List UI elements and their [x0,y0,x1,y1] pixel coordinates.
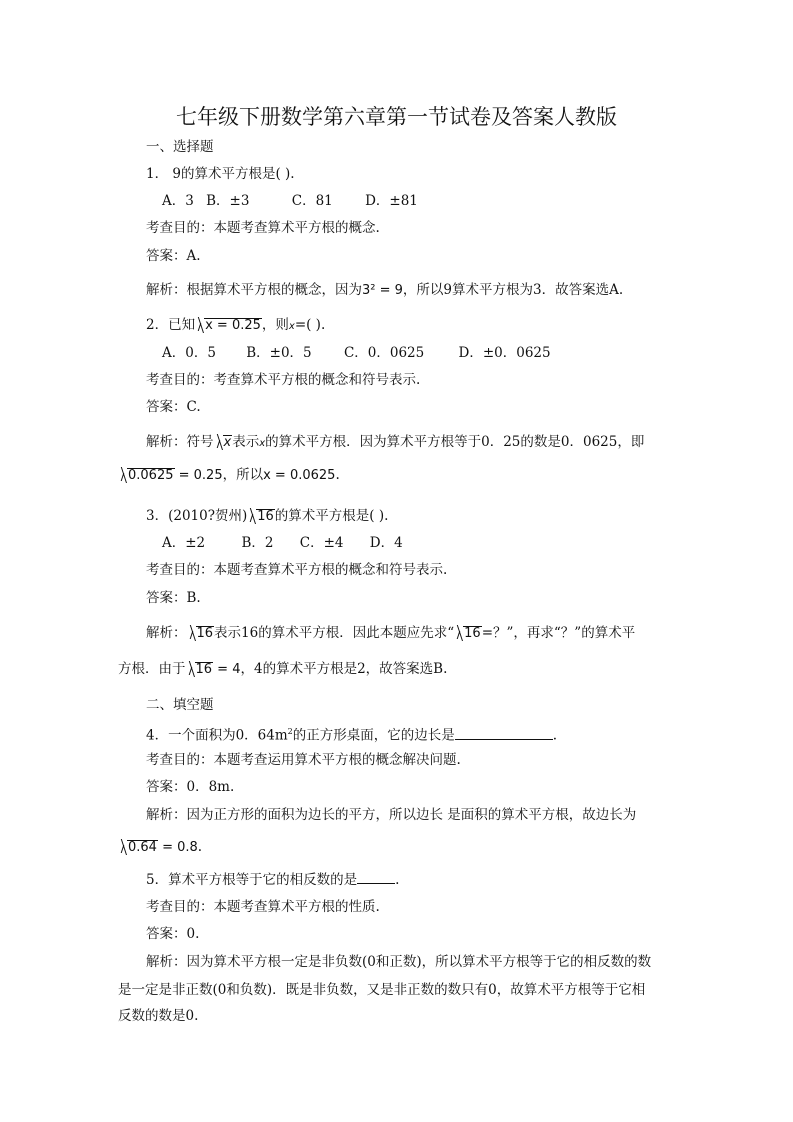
q3-analysis1-math2: 16 [464,626,481,641]
q2-analysis2-text-b: . [335,467,340,483]
q1-option-b: B．±3 [206,193,250,209]
q1-answer: 答案：A. [146,248,201,264]
q1-analysis-text-b: ，所以9算术平方根为3．故答案选A. [402,282,624,298]
q1-purpose: 考查目的：本题考查算术平方根的概念. [146,220,380,236]
q3-options [162,534,403,552]
q3-stem-text-b: 的算术平方根是( ). [274,508,389,524]
q2-option-a: A．0．5 [162,345,216,361]
q1-analysis-text-a: 解析：根据算术平方根的概念，因为 [146,282,362,298]
page-title: 七年级下册数学第六章第一节试卷及答案人教版 [176,105,617,129]
q2-options [162,344,551,362]
q3-analysis2-text-b: ，4的算术平方根是2，故答案选B. [240,661,448,677]
q2-stem-text-c: =( ). [294,317,326,333]
q2-analysis1-var: x [259,438,266,449]
q4-analysis-line2 [118,838,202,857]
q1-option-d: D．±81 [365,193,418,209]
sqrt-symbol [214,434,233,452]
q2-analysis2-text-a: ，所以 [222,467,264,483]
q5-stem-text-a: 5．算术平方根等于它的相反数的是 [146,872,358,888]
q2-analysis1-text-a: 解析：符号 [146,434,214,450]
sqrt-symbol [186,661,214,679]
q2-option-d: D．±0．0625 [458,345,551,361]
q2-analysis-line2 [118,466,340,485]
q4-stem [146,723,557,745]
q1-stem: 1． 9的算术平方根是( ). [146,166,295,182]
q2-option-b: B．±0．5 [246,345,312,361]
q2-stem [146,316,325,336]
q4-analysis-line1: 解析：因为正方形的面积为边长的平方，所以边长 是面积的算术平方根，故边长为 [146,807,637,823]
q2-analysis1-text-b: 表示 [232,434,260,450]
sqrt-symbol [187,625,215,643]
q4-analysis2-text-b: . [197,839,203,855]
q2-answer: 答案：C. [146,399,201,415]
sqrt-symbol [454,625,482,643]
section-heading-fill: 二、填空题 [146,697,214,713]
q3-analysis1-text-a: 解析： [146,625,187,641]
q3-option-a: A．±2 [162,535,206,551]
q2-analysis2-math1: 0.0625 [128,468,174,483]
q3-analysis2-text-a: 方根．由于 [118,661,186,677]
q5-stem-text-b: . [395,872,400,888]
q2-purpose: 考查目的：考查算术平方根的概念和符号表示. [146,372,421,388]
q4-stem-sup: 2 [287,727,293,736]
q5-purpose: 考查目的：本题考查算术平方根的性质. [146,899,380,915]
q4-stem-text-c: . [552,727,558,744]
q1-analysis [146,281,623,300]
q3-option-c: C．±4 [299,535,344,551]
q3-analysis1-text-c: =？”，再求“？”的算术平 [481,625,636,641]
q5-stem [146,871,399,889]
q2-analysis1-math1: x [223,435,232,450]
q3-purpose: 考查目的：本题考查算术平方根的概念和符号表示. [146,562,448,578]
q2-stem-var: x [288,321,295,332]
q2-analysis1-text-c: 的算术平方根．因为算术平方根等于0．25的数是0．0625，即 [265,434,645,450]
section-heading-choice: 一、选择题 [146,139,214,155]
q3-analysis2-mathb: = 4 [213,662,241,677]
q2-stem-text-a: 2．已知 [146,317,196,333]
q2-stem-text-b: ，则 [261,317,289,333]
sqrt-symbol [118,467,175,485]
q3-answer: 答案：B. [146,590,201,606]
q3-analysis2-math: 16 [195,662,213,677]
q1-option-c: C．81 [291,193,333,209]
q3-stem [146,507,388,526]
answer-blank [357,871,395,884]
q3-analysis-line2 [118,660,447,679]
q4-answer: 答案：0．8m. [146,779,235,795]
q5-analysis-line2: 是一定是非正数(0和负数)．既是非负数，又是非正数的数只有0，故算术平方根等于它相 [118,982,646,998]
q2-option-c: C．0．0625 [343,345,425,361]
q2-analysis2-math2: x = 0.0625 [263,468,336,483]
q3-option-d: D．4 [369,535,403,551]
q2-stem-math: x = 0.25 [205,318,261,333]
q5-analysis-line1: 解析：因为算术平方根一定是非负数(0和正数)，所以算术平方根等于它的相反数的数 [146,954,652,970]
q2-analysis-line1 [146,433,644,453]
sqrt-symbol [118,839,158,857]
sqrt-symbol [247,508,275,526]
q4-analysis2-math: 0.64 [128,840,157,855]
q2-analysis2-math1b: = 0.25 [174,468,223,483]
q3-option-b: B．2 [241,535,274,551]
q4-stem-text-b: 的正方形桌面，它的边长是 [292,727,455,744]
answer-blank [455,727,553,740]
q1-analysis-math: 3² = 9 [362,283,403,298]
q1-options [162,192,418,210]
q4-stem-text-a: 4．一个面积为0．64m [146,727,288,744]
q5-answer: 答案：0. [146,926,200,942]
q3-analysis-line1 [146,624,635,643]
q5-analysis-line3: 反数的数是0. [118,1008,199,1024]
q4-purpose: 考查目的：本题考查运用算术平方根的概念解决问题. [146,752,461,768]
q3-analysis1-math1: 16 [196,626,214,641]
q1-option-a: A．3 [162,193,194,209]
sqrt-symbol [195,317,262,335]
q3-stem-text-a: 3．(2010?贺州) [146,508,248,524]
q4-analysis2-mathb: = 0.8 [157,840,198,855]
q3-analysis1-text-b: 表示16的算术平方根．因此本题应先求“ [214,625,455,641]
q3-stem-math: 16 [257,509,274,524]
